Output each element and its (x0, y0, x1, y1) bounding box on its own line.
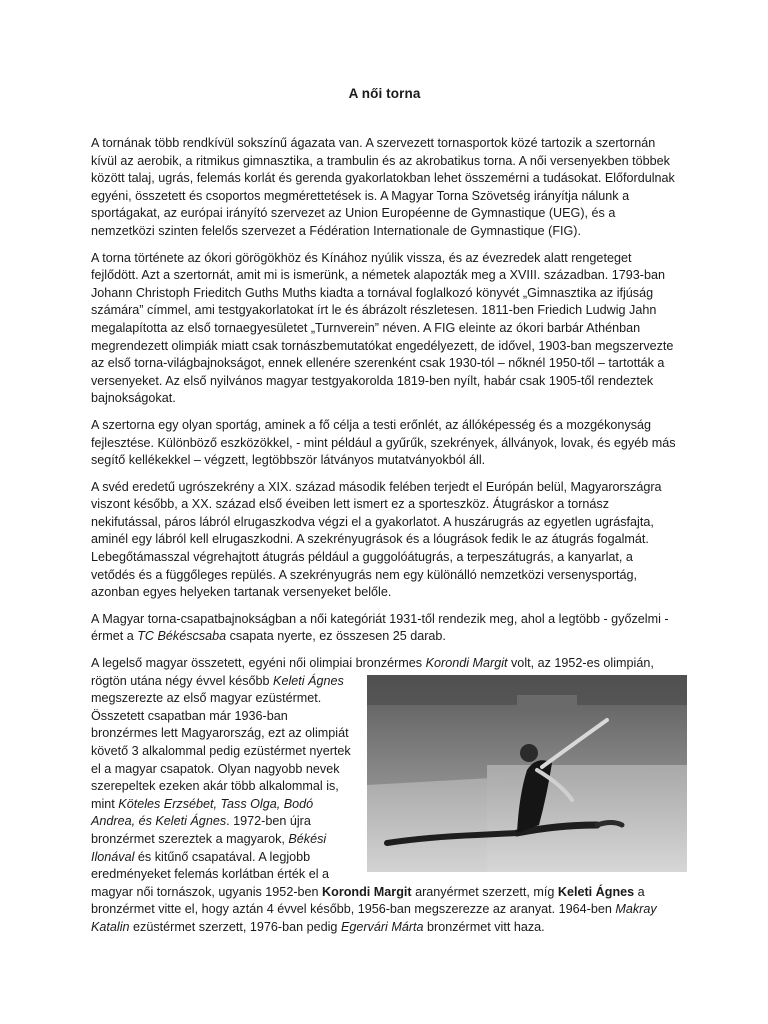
paragraph-intro: A tornának több rendkívül sokszínű ágazata van. A szervezett tornasportok közé tartozik a szertornán kívül az aerobik, a ritmikus gimnasztika, a trambulin és az akrobatikus torna. A női versenyekben többek között talaj, ugrás, felemás korlát és gerenda gyakorlatokban lehet összemérni a tudásokat. Előfordulnak egyéni, összetett és csoportos megmérettetések is. A Magyar Torna Szövetség irányítja nálunk a sportágakat, az európai irányító szervezet az Union Européenne de Gymnastique (UEG), és a nemzetközi szinten felelős szervezet a Fédération Internationale de Gymnastique (FIG). (91, 136, 675, 238)
paragraph-olympic-results: A legelső magyar összetett, egyéni női olimpiai bronzérmes Korondi Margit volt, az 1952-es olimpián, rögtön utána négy évvel később Keleti Ágnes megszerezte az első magyar ezüstérmet. Összetett csapatban már 1936-ban bronzérmes lett Magyarország, ezt az olimpiát követő 3 alkalommal pedig ezüstérmet nyertek el a magyar csapatok. Olyan nagyobb nevek szerepeltek ezeken akár több alkalommal is, mint Köteles Erzsébet, Tass Olga, Bodó Andrea, és Keleti Ágnes. 1972-ben újra bronzérmet szereztek a magyarok, Békési Ilonával és kitűnő csapatával. A legjobb eredményeket felemás korlátban érték el a magyar női tornászok, ugyanis 1952-ben Korondi Margit aranyérmet szerzett, míg Keleti Ágnes a bronzérmet vitte el, hogy aztán 4 évvel később, 1956-ban megszerezze az aranyat. 1964-ben Makray Katalin ezüstérmet szerzett, 1976-ban pedig Egervári Márta bronzérmet vitt haza. (91, 655, 678, 937)
paragraph-vault: A svéd eredetű ugrószekrény a XIX. század második felében terjedt el Európán belül, Magyarországra viszont később, a XX. század első éveiben lett ismert ez a sporteszköz. Átugráskor a tornász nekifutással, páros lábról elrugaszkodva végzi el a gyakorlatot. A huszárugrás az egyetlen ugrásfajta, aminél egy lábról kell elrugaszkodni. A szekrényugrások és a lóugrások fedik le az átugrás fogalmát. Lebegőtámasszal végrehajtott átugrás például a guggolóátugrás, a terpeszátugrás, a kanyarlat, a vetődés és a függőleges repülés. A szekrényugrás nem egy különálló nemzetközi versenysportág, azonban egyes helyeken tartanak versenyeket belőle. (91, 479, 662, 600)
paragraph-artistic: A szertorna egy olyan sportág, aminek a fő célja a testi erőnlét, az állóképesség és a mozgékonyság fejlesztése. Különböző eszközökkel, - mint például a gyűrűk, szekrények, állványok, lovak, és egyéb más segítő kellékekkel – végzett, legtöbbször látványos mutatványokból áll. (91, 417, 676, 468)
paragraph-team-championship: A Magyar torna-csapatbajnokságban a női kategóriát 1931-től rendezik meg, ahol a legtöbb - győzelmi - érmet a TC Békéscsaba csapata nyerte, ez összesen 25 darab. (91, 611, 669, 644)
page-title: A női torna (348, 86, 421, 101)
gymnast-photo (367, 675, 687, 872)
paragraph-history: A torna története az ókori görögökhöz és Kínához nyúlik vissza, és az évezredek alatt rengeteget fejlődött. Azt a szertornát, amit mi is ismerünk, a németek alapozták meg a XVIII. században. 1793-ban Johann Christoph Frieditch Guths Muths kiadta a tornával foglalkozó könyvét „Gimnasztika az ifjúság számára” címmel, ami testgyakorlatokat írt le és ábrázolt részletesen. 1811-ben Friedich Ludwig Jahn megalapította az első tornaegyesületet „Turnverein” néven. A FIG eleinte az ókori barbár Athénban megrendezett olimpiák miatt csak tornászbemutatókat engedélyezett, de idővel, 1903-ban megszervezte az első torna-világbajnokságot, ennek ellenére szerenként csak 1930-tól – nőknél 1950-től – tartották a versenyeket. Az első nyilvános magyar testgyakorolda 1819-ben nyílt, habár csak 1905-től rendeztek bajnokságokat. (91, 250, 674, 406)
